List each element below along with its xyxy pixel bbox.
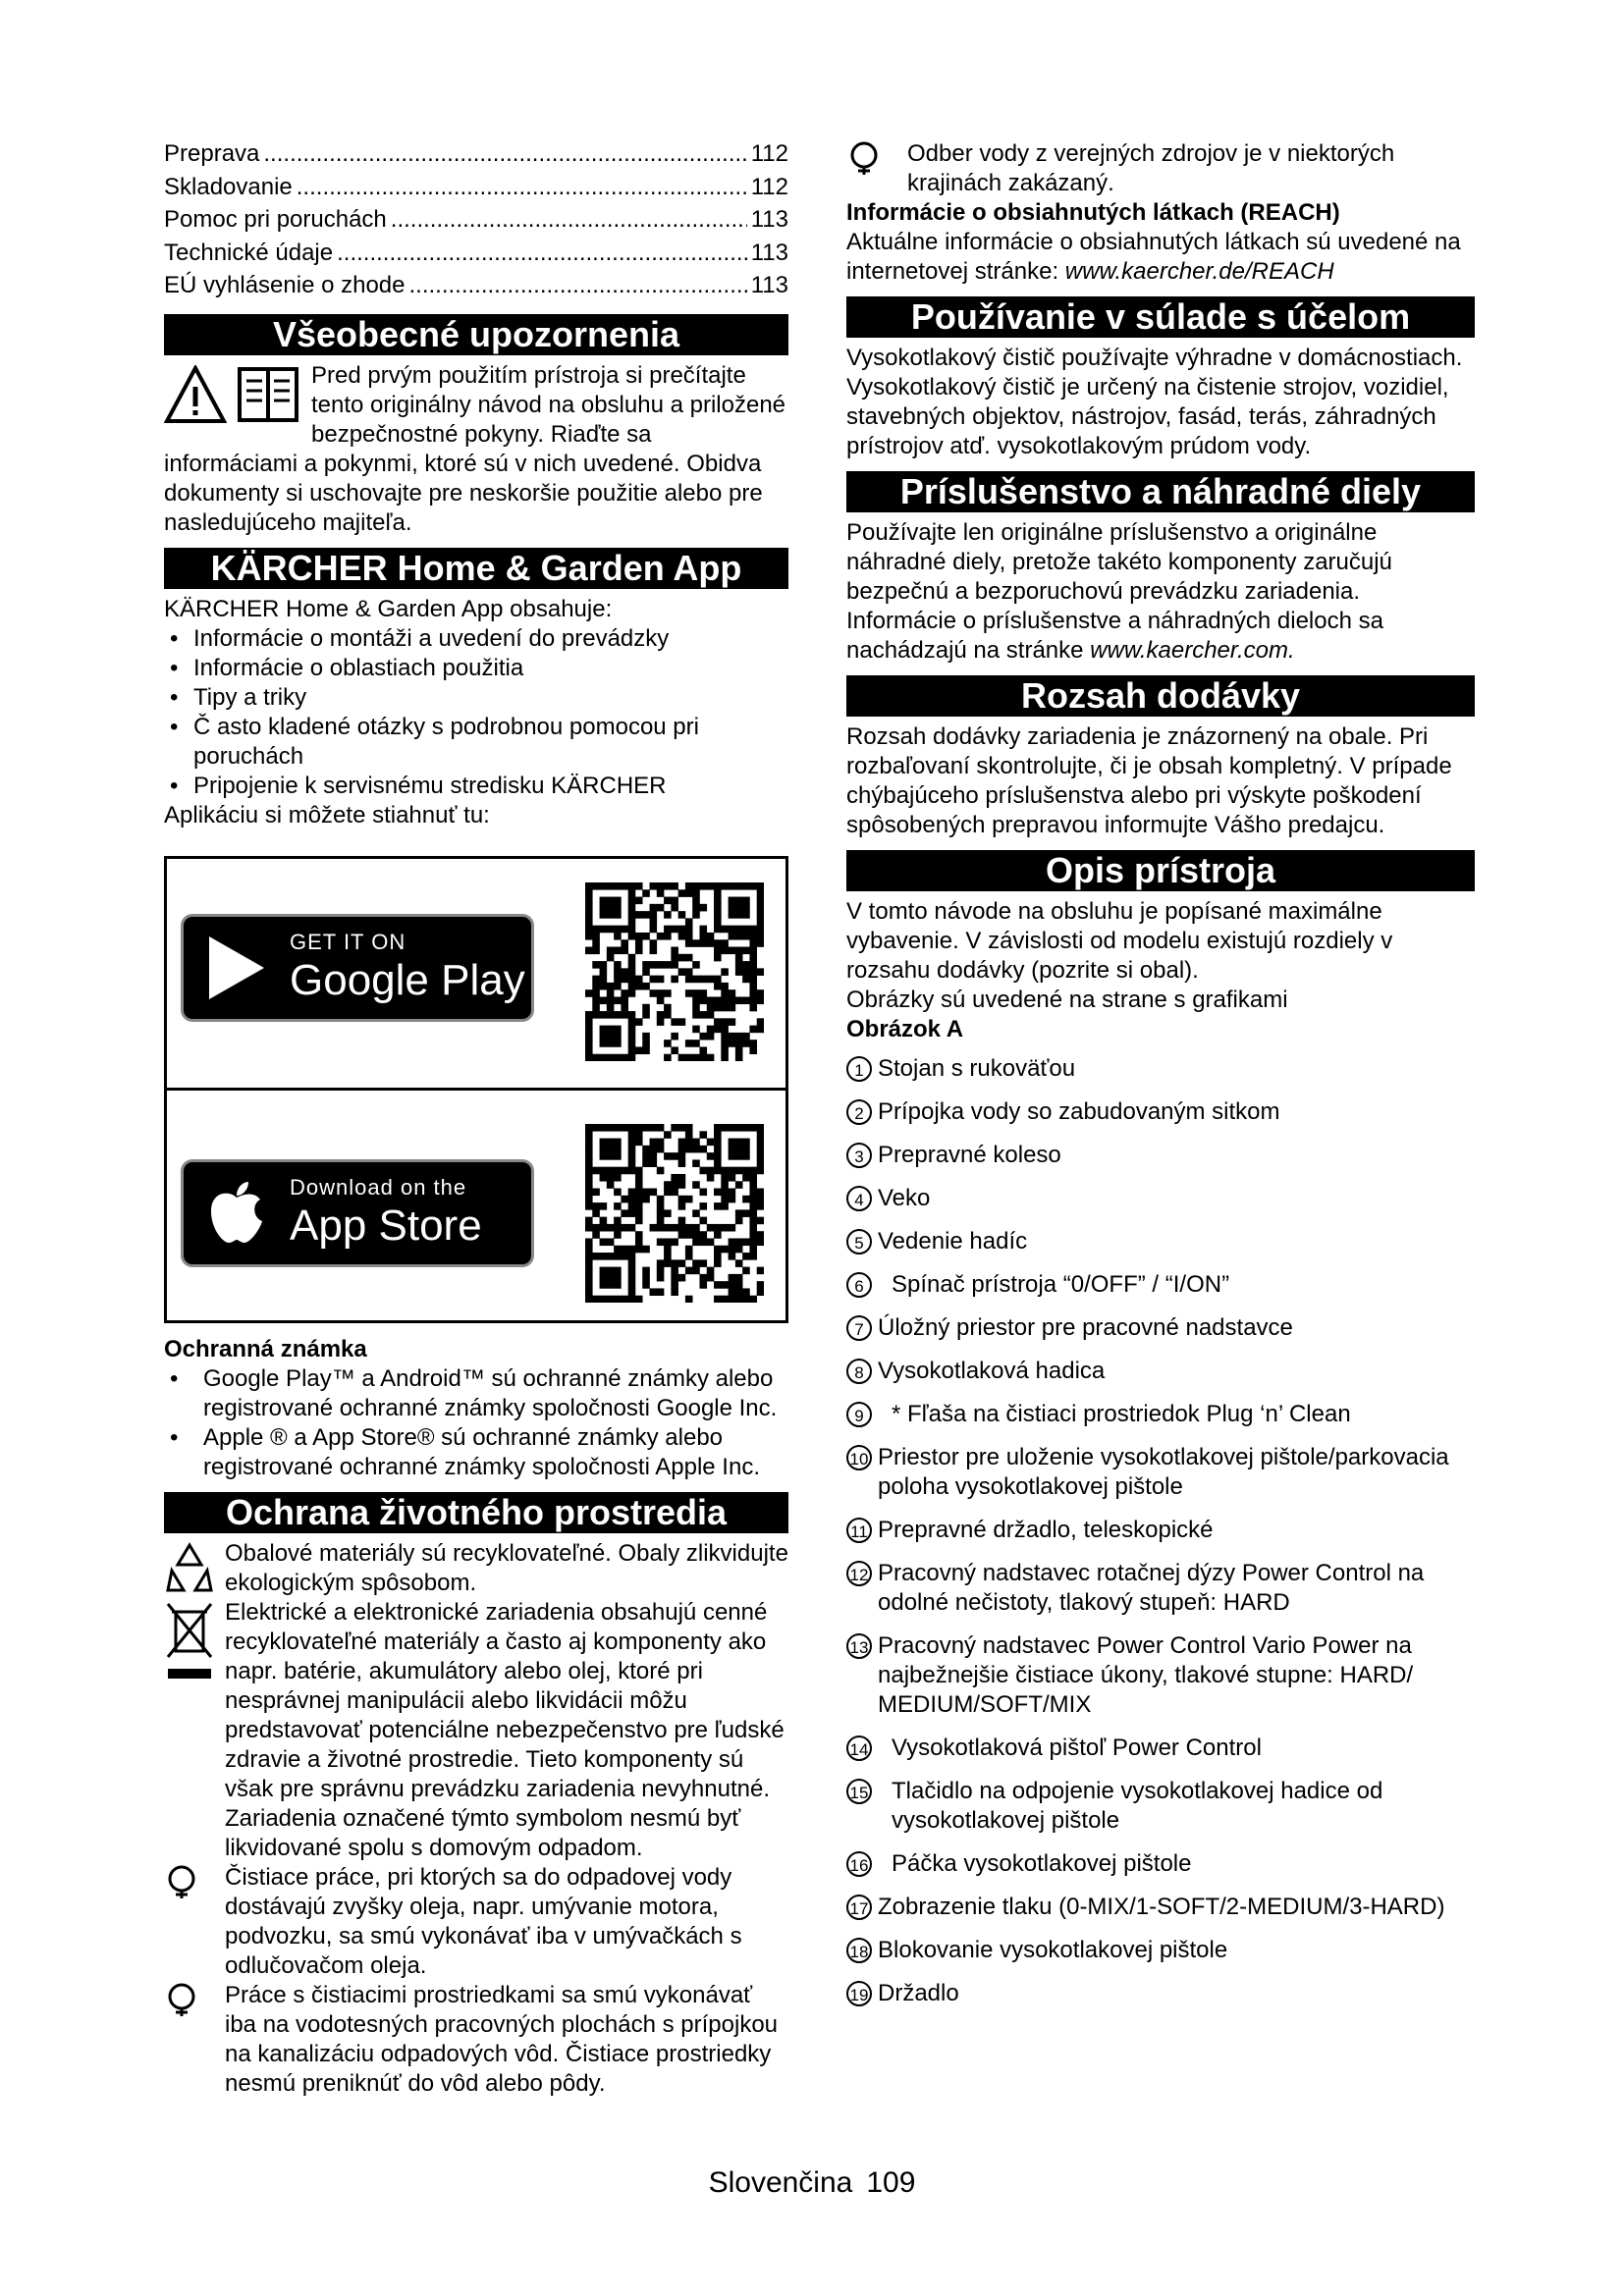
toc-row: Technické údaje ..... 113 <box>164 239 788 272</box>
number-circle: 8 <box>846 1359 872 1384</box>
google-play-qr-code[interactable] <box>585 882 764 1061</box>
list-item: • Tipy a triky <box>164 683 788 713</box>
number-circle: 6 <box>846 1272 872 1298</box>
env-oil: Čistiace práce, pri ktorých sa do odpadovej vody dostávajú zvyšky oleja, napr. umývanie motora, podvozku, sa smú vykonávať iba v umývačkách s odlučovačom oleja. <box>164 1863 788 1981</box>
acc-text-2: Informácie o príslušenstve a náhradných dieloch sa nachádzajú na stránke www.kaercher.com. <box>846 608 1383 664</box>
list-item: 8 Vysokotlaková hadica <box>846 1357 1475 1386</box>
list-item: 18 Blokovanie vysokotlakovej pištole <box>846 1936 1475 1965</box>
list-item: 9 * Fľaša na čistiaci prostriedok Plug ‘n’ Clean <box>846 1400 1475 1429</box>
warning-triangle-icon <box>164 365 227 432</box>
left-column <box>164 139 788 2099</box>
desc-text-2: Obrázky sú uvedené na strane s grafikami <box>846 987 1288 1013</box>
water-note: Odber vody z verejných zdrojov je v niektorých krajinách zakázaný. <box>846 139 1475 198</box>
section-heading-intended-use: Používanie v súlade s účelom <box>846 296 1475 338</box>
list-item: 16 Páčka vysokotlakovej pištole <box>846 1849 1475 1879</box>
env-packaging: Obalové materiály sú recyklovateľné. Obaly zlikvidujte ekologickým spôsobom. <box>164 1539 788 1598</box>
number-circle: 13 <box>846 1633 872 1659</box>
app-store-panel <box>167 1091 785 1319</box>
toc-row: EÚ vyhlásenie o zhode ..... 113 <box>164 271 788 304</box>
google-play-panel <box>167 859 785 1091</box>
number-circle: 17 <box>846 1895 872 1920</box>
list-item: 6 Spínač prístroja “0/OFF” / “I/ON” <box>846 1270 1475 1300</box>
use-text-2: Vysokotlakový čistič je určený na čistenie strojov, vozidiel, stavebných objektov, nástrojov, fasád, terás, záhradných prístrojov atď. vysokotlakovým prúdom vody. <box>846 374 1449 459</box>
reach-link[interactable]: www.kaercher.de/REACH <box>1064 258 1334 285</box>
environment-note-icon <box>164 1983 199 2026</box>
recycling-icon <box>164 1541 215 1600</box>
google-play-badge[interactable]: GET IT ON Google Play <box>181 914 534 1022</box>
number-circle: 15 <box>846 1779 872 1804</box>
number-circle: 19 <box>846 1981 872 2006</box>
number-circle: 3 <box>846 1143 872 1168</box>
list-item: 15 Tlačidlo na odpojenie vysokotlakovej hadice od vysokotlakovej pištole <box>846 1777 1475 1836</box>
list-item: 3 Prepravné koleso <box>846 1141 1475 1170</box>
scope-text: Rozsah dodávky zariadenia je znázornený na obale. Pri rozbaľovaní skontrolujte, či je obsah kompletný. V prípade chýbajúceho príslušenstva alebo pri výskyte poškodení spôsobených prepravou informujte Vášho predajcu. <box>846 723 1452 838</box>
trademark-list <box>164 1364 788 1482</box>
number-circle: 2 <box>846 1099 872 1125</box>
list-item: 4 Veko <box>846 1184 1475 1213</box>
list-item: 11 Prepravné držadlo, teleskopické <box>846 1516 1475 1545</box>
number-circle: 7 <box>846 1315 872 1341</box>
section-heading-environment: Ochrana životného prostredia <box>164 1492 788 1533</box>
reach-text: Aktuálne informácie o obsiahnutých látkach sú uvedené na internetovej stránke: www.kaercher.de/REACH <box>846 229 1461 285</box>
list-item: 17 Zobrazenie tlaku (0-MIX/1-SOFT/2-MEDIUM/3-HARD) <box>846 1893 1475 1922</box>
number-circle: 11 <box>846 1518 872 1543</box>
manual-book-icon <box>237 365 299 432</box>
trademark-heading: Ochranná známka <box>164 1335 367 1362</box>
use-text-1: Vysokotlakový čistič používajte výhradne v domácnostiach. <box>846 345 1463 371</box>
list-item: 12 Pracovný nadstavec rotačnej dýzy Power Control na odolné nečistoty, tlakový stupeň: HARD <box>846 1559 1475 1618</box>
section-heading-app: KÄRCHER Home & Garden App <box>164 548 788 589</box>
app-store-badge[interactable]: Download on the App Store <box>181 1159 534 1267</box>
toc-row: Preprava ..... 112 <box>164 139 788 173</box>
environment-section <box>164 1539 788 2099</box>
general-section <box>164 361 788 538</box>
environment-note-icon <box>164 1865 199 1908</box>
list-item: 14 Vysokotlaková pištoľ Power Control <box>846 1734 1475 1763</box>
list-item: 10 Priestor pre uloženie vysokotlakovej pištole/parkovacia poloha vysokotlakovej pištole <box>846 1443 1475 1502</box>
toc-row: Pomoc pri poruchách ..... 113 <box>164 205 788 239</box>
page-number: 109 <box>866 2166 916 2199</box>
store-download-box <box>164 856 788 1323</box>
list-item: • Pripojenie k servisnému stredisku KÄRCHER <box>164 772 788 801</box>
number-circle: 1 <box>846 1056 872 1082</box>
number-circle: 10 <box>846 1445 872 1470</box>
intro-icons <box>164 365 299 432</box>
apple-logo-icon <box>199 1178 274 1249</box>
table-of-contents <box>164 139 788 304</box>
section-heading-description: Opis prístroja <box>846 850 1475 891</box>
google-play-icon <box>199 933 274 1003</box>
toc-row: Skladovanie ..... 112 <box>164 173 788 206</box>
env-electro: Elektrické a elektronické zariadenia obsahujú cenné recyklovateľné materiály a často aj komponenty ako napr. batérie, akumulátory alebo olej, ktoré pri nesprávnej manipulácii alebo likvidácii môžu predstavovať potenciálne nebezpečenstvo pre ľudské zdravie a životné prostredie. Tieto komponenty sú však pre správnu prevádzku zariadenia nevyhnutné. Zariadenia označené týmto symbolom nesmú byť likvidované spolu s domovým odpadom. <box>164 1598 788 1863</box>
list-item: 1 Stojan s rukoväťou <box>846 1054 1475 1084</box>
app-bullet-list <box>164 624 788 801</box>
list-item: 5 Vedenie hadíc <box>846 1227 1475 1256</box>
env-chemicals: Práce s čistiacimi prostriedkami sa smú vykonávať iba na vodotesných pracovných plochách s prípojkou na kanalizáciu odpadových vôd. Čistiace prostriedky nesmú preniknúť do vôd alebo pôdy. <box>164 1981 788 2099</box>
number-circle: 14 <box>846 1735 872 1761</box>
app-section <box>164 595 788 1482</box>
app-download-text: Aplikáciu si môžete stiahnuť tu: <box>164 801 490 828</box>
crossed-bin-icon <box>164 1600 215 1692</box>
list-item: • Apple ® a App Store® sú ochranné známky alebo registrované ochranné známky spoločnosti Apple Inc. <box>164 1423 788 1482</box>
number-circle: 4 <box>846 1186 872 1211</box>
list-item: 13 Pracovný nadstavec Power Control Vario Power na najbežnejšie čistiace úkony, tlakové stupne: HARD/ MEDIUM/SOFT/MIX <box>846 1631 1475 1720</box>
list-item: • Google Play™ a Android™ sú ochranné známky alebo registrované ochranné známky spoločnosti Google Inc. <box>164 1364 788 1423</box>
number-circle: 16 <box>846 1851 872 1877</box>
parts-list <box>846 1054 1475 2008</box>
reach-title: Informácie o obsiahnutých látkach (REACH) <box>846 199 1340 226</box>
list-item: 7 Úložný priestor pre pracovné nadstavce <box>846 1313 1475 1343</box>
list-item: • Č asto kladené otázky s podrobnou pomocou pri poruchách <box>164 713 788 772</box>
number-circle: 9 <box>846 1402 872 1427</box>
section-heading-scope: Rozsah dodávky <box>846 675 1475 717</box>
number-circle: 5 <box>846 1229 872 1255</box>
section-heading-accessories: Príslušenstvo a náhradné diely <box>846 471 1475 512</box>
desc-text-1: V tomto návode na obsluhu je popísané maximálne vybavenie. V závislosti od modelu existujú rozdiely v rozsahu dodávky (pozrite si obal). <box>846 898 1393 984</box>
kaercher-link[interactable]: www.kaercher.com. <box>1090 637 1295 664</box>
general-text: Pred prvým použitím prístroja si prečítajte tento originálny návod na obsluhu a priložené bezpečnostné pokyny. Riaďte sa informáciami a pokynmi, ktoré sú v nich uvedené. Obidva dokumenty si uschovajte pre neskoršie použitie alebo pre nasledujúceho majiteľa. <box>164 361 786 536</box>
footer-language: Slovenčina <box>708 2166 853 2199</box>
number-circle: 12 <box>846 1561 872 1586</box>
number-circle: 18 <box>846 1938 872 1963</box>
figure-label: Obrázok A <box>846 1016 964 1042</box>
list-item: • Informácie o oblastiach použitia <box>164 654 788 683</box>
right-column <box>846 139 1475 2022</box>
page-footer <box>0 2165 1624 2201</box>
list-item: • Informácie o montáži a uvedení do prevádzky <box>164 624 788 654</box>
list-item: 19 Držadlo <box>846 1979 1475 2008</box>
app-intro: KÄRCHER Home & Garden App obsahuje: <box>164 595 613 622</box>
acc-text-1: Používajte len originálne príslušenstvo a originálne náhradné diely, pretože takéto komponenty zaručujú bezpečnú a bezporuchovú prevádzku zariadenia. <box>846 519 1392 605</box>
section-heading-general: Všeobecné upozornenia <box>164 314 788 355</box>
environment-note-icon <box>846 141 882 185</box>
list-item: 2 Prípojka vody so zabudovaným sitkom <box>846 1097 1475 1127</box>
app-store-qr-code[interactable] <box>585 1124 764 1303</box>
